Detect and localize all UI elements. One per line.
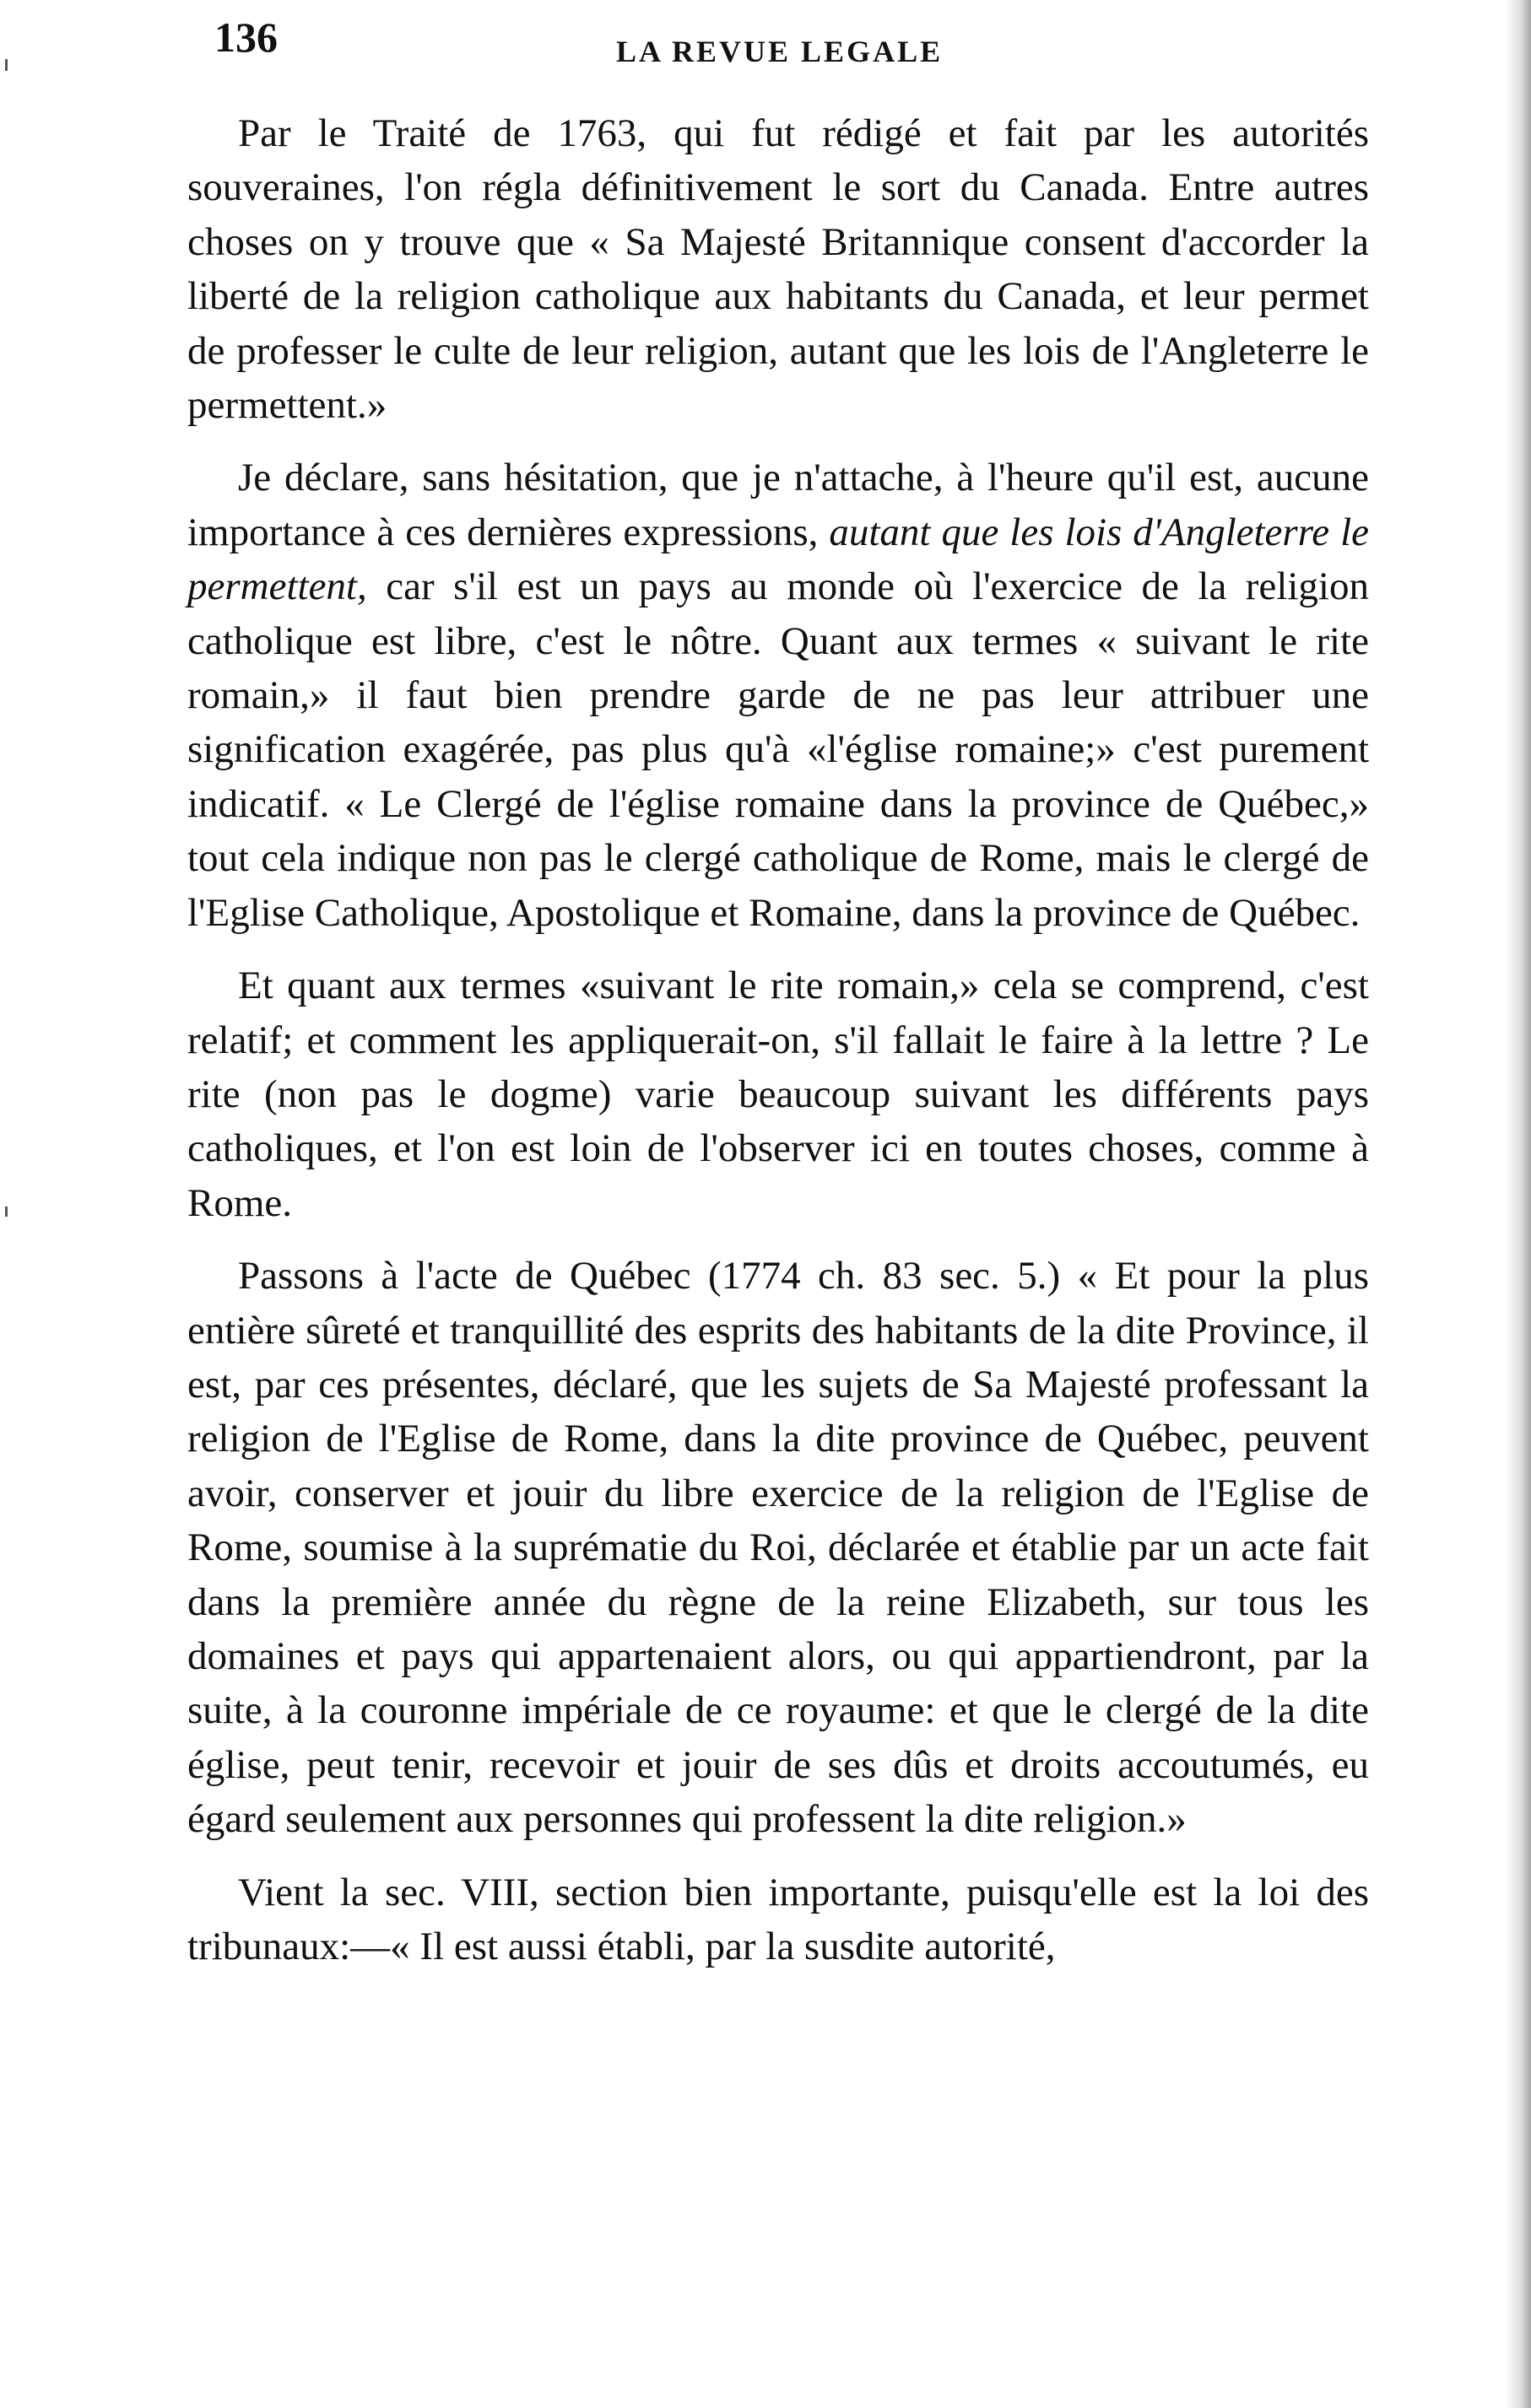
paragraph-4: Passons à l'acte de Québec (1774 ch. 83 sec. 5.) « Et pour la plus entière sûreté et tranquillité des esprits des habitants de la dite Province, il est, par ces présentes, déclaré, que les sujets de Sa Majesté professant la religion de l'Eglise de Rome, dans la dite province de Québec, peuvent avoir, conserver et jouir du libre exercice de la religion de l'Eglise de Rome, soumise à la suprématie du Roi, déclarée et établie par un acte fait dans la première année du règne de la reine Elizabeth, sur tous les domaines et pays qui appartenaient alors, ou qui appartiendront, par la suite, à la couronne impériale de ce royaume: et que le clergé de la dite église, peut tenir, recevoir et jouir de ses dûs et droits accoutumés, eu égard seulement aux personnes qui professent la dite religion.» [187, 1254, 1369, 1842]
margin-speck [5, 59, 8, 71]
paragraph-5: Vient la sec. VIII, section bien importante, puisqu'elle est la loi des tribunaux:—« Il est aussi établi, par la susdite autorité, [187, 1870, 1369, 1968]
paragraph-3: Et quant aux termes «suivant le rite romain,» cela se comprend, c'est relatif; et comment les appliquerait-on, s'il fallait le faire à la lettre ? Le rite (non pas le dogme) varie beaucoup suivant les différents pays catholiques, et l'on est loin de l'observer ici en toutes choses, comme à Rome. [187, 964, 1369, 1225]
running-head: LA REVUE LEGALE [616, 35, 944, 68]
margin-speck [5, 1207, 8, 1217]
page-edge-shadow [1506, 0, 1531, 2408]
paragraph-1: Par le Traité de 1763, qui fut rédigé et fait par les autorités souveraines, l'on régla définitivement le sort du Canada. Entre autres choses on y trouve que « Sa Majesté Britannique consent d'accorder la liberté de la religion catholique aux habitants du Canada, et leur permet de professer le culte de leur religion, autant que les lois de l'Angleterre le permettent.» [187, 111, 1369, 428]
paragraph-2-text-b: car s'il est un pays au monde où l'exercice de la religion catholique est libre, c'est le nôtre. Quant aux termes « suivant le rite romain,» il faut bien prendre garde de ne pas leur attribuer une signification exagérée, pas plus qu'à «l'église romaine;» c'est purement indicatif. « Le Clergé de l'église romaine dans la province de Québec,» tout cela indique non pas le clergé catholique de Rome, mais le clergé de l'Eglise Catholique, Apostolique et Romaine, dans la province de Québec. [187, 564, 1369, 935]
body-text [187, 106, 1369, 1973]
paragraph-2-text-a: Je déclare, sans hésitation, que je n'attache, à l'heure qu'il est, aucune importance à ces dernières expressions, [187, 456, 1369, 554]
page-number: 136 [214, 13, 278, 61]
paragraph-2 [187, 451, 1369, 940]
paragraph-2-italic-quote: autant que les lois d'Angleterre le permettent, [187, 510, 1369, 609]
